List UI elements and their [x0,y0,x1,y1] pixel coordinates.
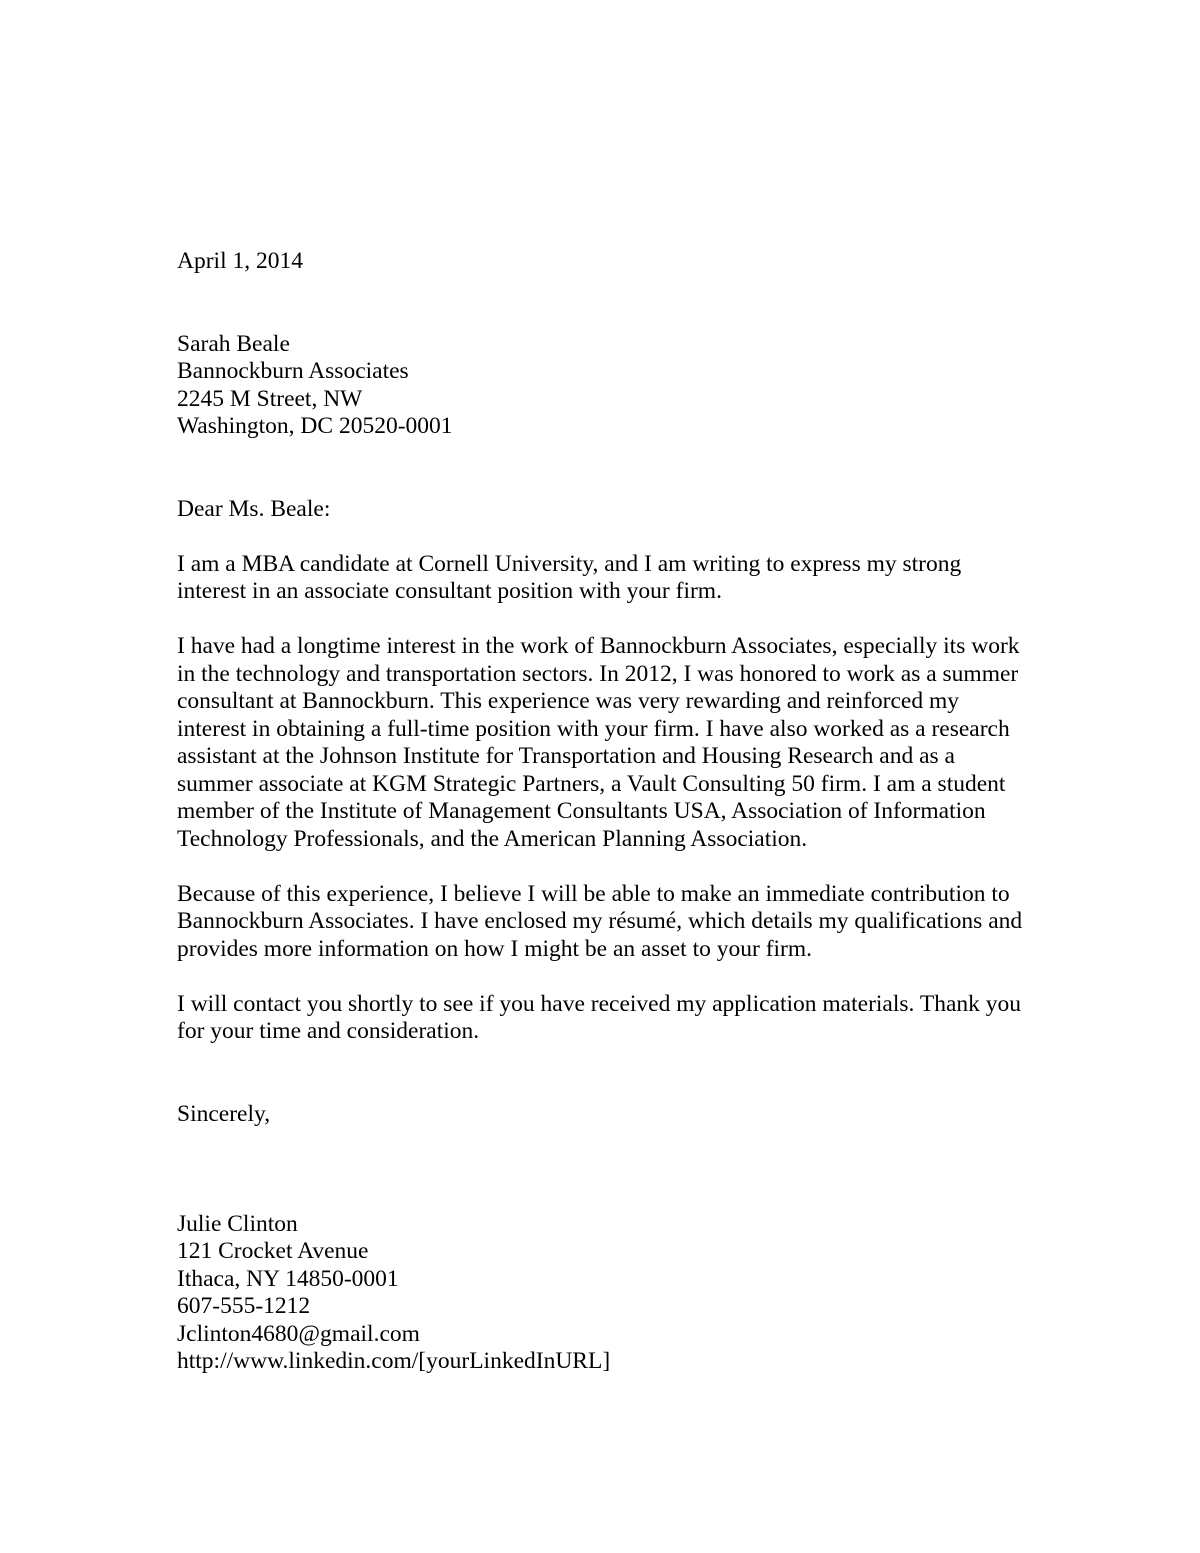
body-paragraph-3: Because of this experience, I believe I will be able to make an immediate contribution to Bannockburn Associates. I have enclosed my résumé, which details my qualifications and provides more information on how I might be an asset to your firm. [177,880,1023,962]
recipient-address-block [177,331,1025,441]
sender-phone: 607-555-1212 [177,1293,311,1319]
sender-street: 121 Crocket Avenue [177,1238,369,1264]
recipient-name: Sarah Beale [177,330,290,357]
date-block [177,248,1025,276]
salutation-block [177,496,1025,524]
body-paragraph-1: I am a MBA candidate at Cornell University, and I am writing to express my strong interest in an associate consultant position with your firm. [177,550,962,604]
signature-block [177,1211,1025,1376]
closing-block [177,1101,1025,1129]
letter-content [177,248,1025,1376]
recipient-city: Washington, DC 20520-0001 [177,413,453,439]
recipient-company: Bannockburn Associates [177,358,409,384]
sender-name: Julie Clinton [177,1210,298,1237]
salutation: Dear Ms. Beale: [177,495,331,522]
closing-salutation: Sincerely, [177,1100,271,1127]
sender-email: Jclinton4680@gmail.com [177,1320,420,1347]
sender-linkedin-url: http://www.linkedin.com/[yourLinkedInURL] [177,1348,611,1374]
body-paragraph-2: I have had a longtime interest in the work of Bannockburn Associates, especially its work in the technology and transportation sectors. In 2012, I was honored to work as a summer consultant at Bannockburn. This experience was very rewarding and reinforced my interest in obtaining a full-time position with your firm. I have also worked as a research assistant at the Johnson Institute for Transportation and Housing Research and as a summer associate at KGM Strategic Partners, a Vault Consulting 50 firm. I am a student member of the Institute of Management Consultants USA, Association of Information Technology Professionals, and the American Planning Association. [177,633,1020,852]
recipient-street: 2245 M Street, NW [177,385,363,412]
sender-city: Ithaca, NY 14850-0001 [177,1265,399,1292]
date-line: April 1, 2014 [177,248,303,274]
body-paragraph-4: I will contact you shortly to see if you have received my application materials. Thank you for your time and consideration. [177,990,1022,1044]
